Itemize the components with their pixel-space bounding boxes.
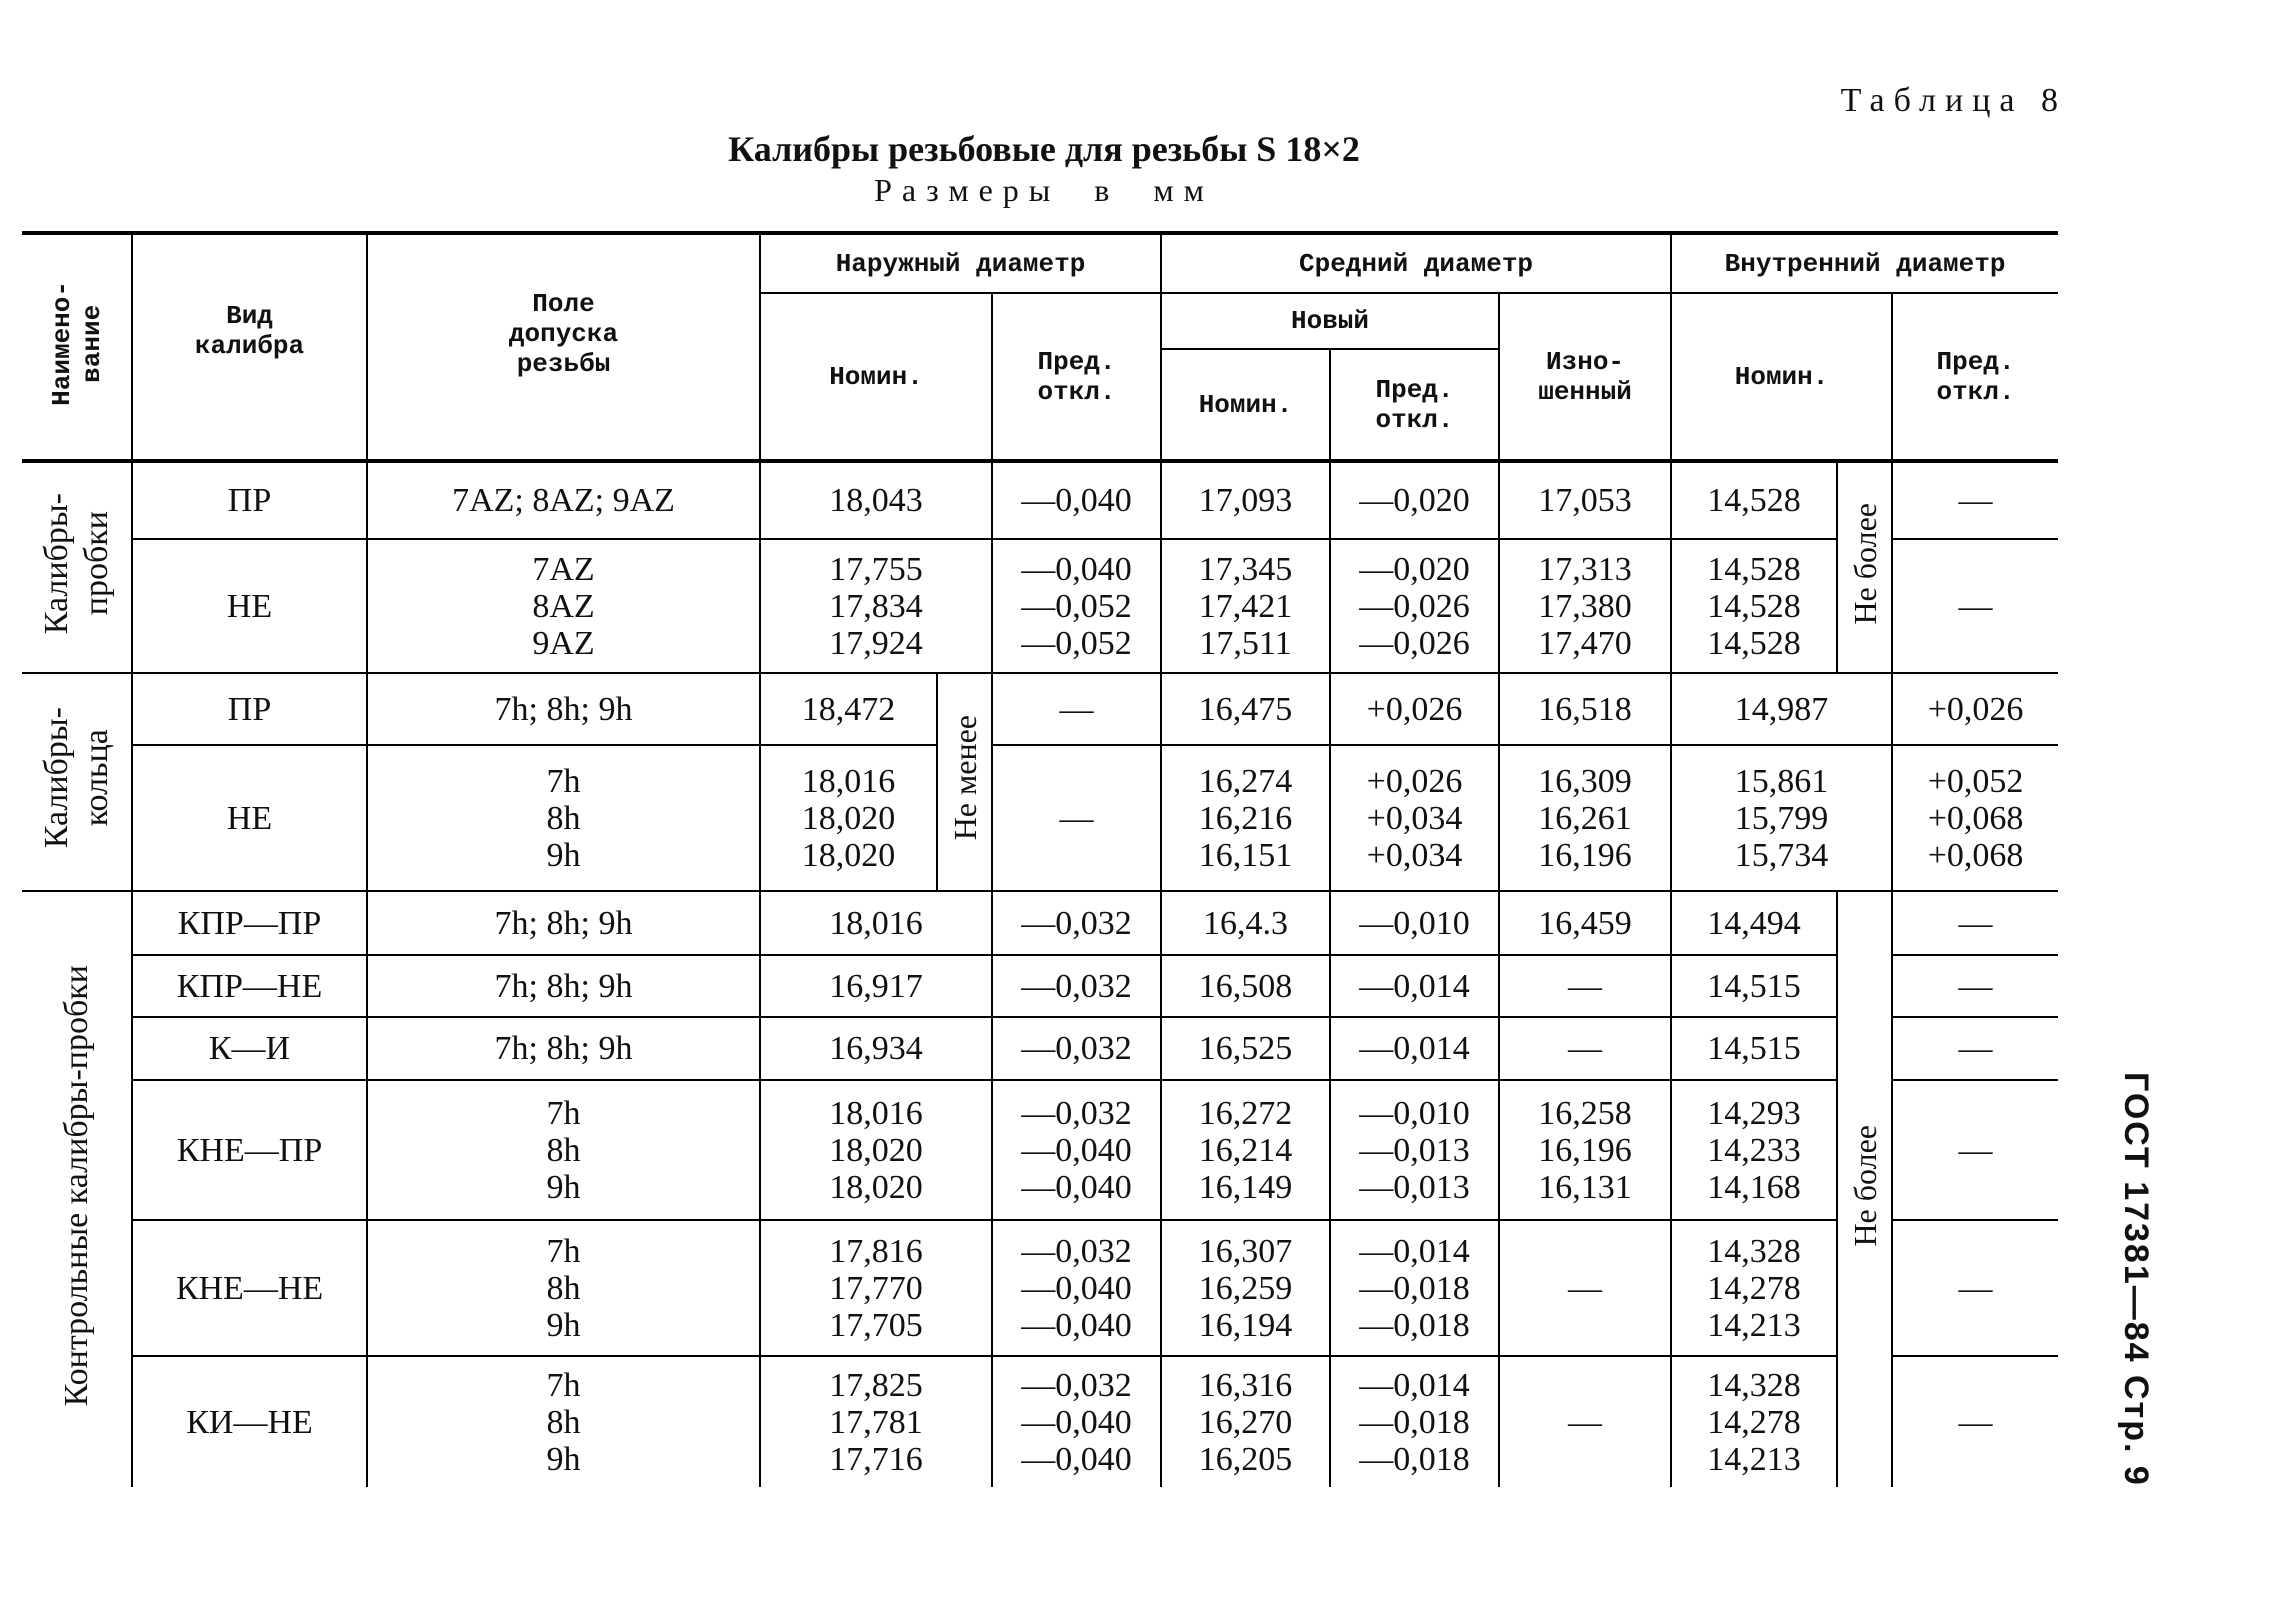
cell-middle-nominal: 16,508 [1161, 955, 1330, 1017]
header-outer-nominal: Номин. [760, 293, 992, 461]
limit-strip-cell [1837, 891, 1892, 1487]
table-row [22, 539, 2058, 673]
header-outer-diameter: Наружный диаметр [760, 233, 1161, 293]
cell-inner-nominal: 14,528 14,528 14,528 [1671, 539, 1837, 673]
standard-page-label: ГОСТ 17381—84 Стр. 9 [2117, 1072, 2155, 1487]
table-row [22, 1356, 2058, 1487]
cell-gauge-kind: НЕ [132, 745, 367, 891]
cell-middle-deviation: —0,014 [1330, 955, 1499, 1017]
cell-outer-deviation: —0,032 [992, 955, 1161, 1017]
group-cell [22, 891, 132, 1487]
cell-outer-deviation: —0,032 —0,040 —0,040 [992, 1356, 1161, 1487]
cell-outer-nominal: 18,016 [760, 891, 992, 955]
cell-outer-deviation: — [992, 673, 1161, 745]
cell-middle-deviation: —0,010 [1330, 891, 1499, 955]
cell-outer-deviation: — [992, 745, 1161, 891]
cell-outer-deviation: —0,032 —0,040 —0,040 [992, 1080, 1161, 1220]
limit-note: Не менее [946, 715, 983, 841]
cell-inner-deviation: — [1892, 539, 2058, 673]
cell-inner-deviation: — [1892, 1017, 2058, 1080]
header-tolerance-field: Поле допуска резьбы [367, 233, 760, 461]
limit-note: Не более [1846, 1124, 1883, 1247]
cell-middle-deviation: —0,020 [1330, 461, 1499, 539]
cell-middle-worn: 17,053 [1499, 461, 1671, 539]
cell-middle-worn: 16,258 16,196 16,131 [1499, 1080, 1671, 1220]
cell-inner-nominal: 14,528 [1671, 461, 1837, 539]
limit-strip-cell [937, 673, 992, 891]
cell-middle-nominal: 17,345 17,421 17,511 [1161, 539, 1330, 673]
cell-inner-deviation: — [1892, 1080, 2058, 1220]
cell-tolerance-field: 7h; 8h; 9h [367, 955, 760, 1017]
cell-tolerance-field: 7AZ; 8AZ; 9AZ [367, 461, 760, 539]
cell-inner-deviation: — [1892, 955, 2058, 1017]
cell-inner-deviation: +0,052 +0,068 +0,068 [1892, 745, 2058, 891]
cell-inner-deviation: — [1892, 891, 2058, 955]
cell-outer-deviation: —0,040 [992, 461, 1161, 539]
cell-middle-deviation: —0,010 —0,013 —0,013 [1330, 1080, 1499, 1220]
cell-inner-nominal: 14,515 [1671, 955, 1837, 1017]
cell-middle-deviation: +0,026 +0,034 +0,034 [1330, 745, 1499, 891]
cell-middle-deviation: —0,014 —0,018 —0,018 [1330, 1356, 1499, 1487]
cell-middle-nominal: 17,093 [1161, 461, 1330, 539]
header-middle-deviation: Пред. откл. [1330, 349, 1499, 461]
group-label: Контрольные калибры-пробки [57, 964, 95, 1407]
cell-inner-deviation: — [1958, 1403, 1993, 1441]
cell-gauge-kind: ПР [132, 461, 367, 539]
cell-outer-nominal: 18,472 [760, 673, 937, 745]
cell-gauge-kind: КНЕ—ПР [132, 1080, 367, 1220]
cell-inner-nominal: 14,328 14,278 14,213 [1671, 1220, 1837, 1356]
table-number: Таблица 8 [1840, 82, 2067, 119]
cell-outer-nominal: 16,917 [760, 955, 992, 1017]
cell-inner-nominal: 14,494 [1671, 891, 1837, 955]
cell-gauge-kind: К—И [132, 1017, 367, 1080]
cell-gauge-kind: КПР—НЕ [132, 955, 367, 1017]
header-middle-worn: Изно- шенный [1499, 293, 1671, 461]
cell-middle-nominal: 16,475 [1161, 673, 1330, 745]
cell-outer-nominal: 18,016 18,020 18,020 [760, 745, 937, 891]
table-title: Калибры резьбовые для резьбы S 18×2 [728, 129, 1360, 169]
table-row [22, 745, 2058, 891]
gauge-dimensions-table [22, 231, 2058, 1487]
cell-gauge-kind: КИ—НЕ [132, 1356, 367, 1487]
cell-outer-nominal: 17,825 17,781 17,716 [760, 1356, 992, 1487]
cell-tolerance-field: 7h 8h 9h [367, 1220, 760, 1356]
table-row [22, 1220, 2058, 1356]
cell-middle-worn: — [1499, 1220, 1671, 1356]
limit-strip-cell [1837, 461, 1892, 673]
cell-middle-deviation: —0,020 —0,026 —0,026 [1330, 539, 1499, 673]
cell-outer-nominal: 18,016 18,020 18,020 [760, 1080, 992, 1220]
table-row [22, 1080, 2058, 1220]
cell-outer-deviation: —0,040 —0,052 —0,052 [992, 539, 1161, 673]
cell-middle-worn: 17,313 17,380 17,470 [1499, 539, 1671, 673]
units-caption: Размеры в мм [874, 172, 1214, 208]
header-middle-new: Новый [1161, 293, 1499, 349]
table-row [22, 673, 2058, 745]
cell-gauge-kind: КПР—ПР [132, 891, 367, 955]
cell-middle-deviation: +0,026 [1330, 673, 1499, 745]
cell-inner-nominal: 14,987 [1671, 673, 1892, 745]
header-outer-deviation: Пред. откл. [992, 293, 1161, 461]
cell-inner-nominal: 14,515 [1671, 1017, 1837, 1080]
cell-tolerance-field: 7h 8h 9h [367, 745, 760, 891]
cell-tolerance-field: 7AZ 8AZ 9AZ [367, 539, 760, 673]
cell-tolerance-field: 7h; 8h; 9h [367, 673, 760, 745]
header-inner-deviation: Пред. откл. [1892, 293, 2058, 461]
cell-outer-deviation: —0,032 [992, 891, 1161, 955]
cell-outer-nominal: 17,755 17,834 17,924 [760, 539, 992, 673]
cell-middle-deviation: —0,014 [1330, 1017, 1499, 1080]
limit-note: Не более [1846, 502, 1883, 625]
cell-middle-deviation: —0,014 —0,018 —0,018 [1330, 1220, 1499, 1356]
cell-gauge-kind: КНЕ—НЕ [132, 1220, 367, 1356]
cell-middle-nominal: 16,272 16,214 16,149 [1161, 1080, 1330, 1220]
cell-gauge-kind: ПР [132, 673, 367, 745]
cell-middle-nominal: 16,274 16,216 16,151 [1161, 745, 1330, 891]
table-row [22, 1017, 2058, 1080]
cell-tolerance-field: 7h; 8h; 9h [367, 1017, 760, 1080]
group-cell [22, 673, 132, 891]
header-middle-nominal: Номин. [1161, 349, 1330, 461]
cell-middle-nominal: 16,307 16,259 16,194 [1161, 1220, 1330, 1356]
header-inner-diameter: Внутренний диаметр [1671, 233, 2058, 293]
table-row [22, 955, 2058, 1017]
cell-inner-deviation: — [1892, 461, 2058, 539]
cell-outer-nominal: 18,043 [760, 461, 992, 539]
cell-inner-nominal: 14,328 14,278 14,213 [1671, 1356, 1837, 1487]
cell-middle-nominal: 16,525 [1161, 1017, 1330, 1080]
cell-inner-deviation: — [1892, 1220, 2058, 1356]
cell-middle-worn: — [1499, 1017, 1671, 1080]
cell-tolerance-field: 7h 8h 9h [367, 1356, 760, 1487]
cell-middle-worn: — [1499, 1356, 1671, 1487]
cell-middle-nominal: 16,4.3 [1161, 891, 1330, 955]
header-gauge-kind: Вид калибра [132, 233, 367, 461]
cell-middle-worn: — [1499, 955, 1671, 1017]
cell-outer-nominal: 16,934 [760, 1017, 992, 1080]
cell-outer-deviation: —0,032 [992, 1017, 1161, 1080]
cell-middle-nominal: 16,316 16,270 16,205 [1161, 1356, 1330, 1487]
header-middle-diameter: Средний диаметр [1161, 233, 1671, 293]
cell-gauge-kind: НЕ [132, 539, 367, 673]
group-label: Калибры- кольца [37, 707, 115, 849]
cell-outer-deviation: —0,032 —0,040 —0,040 [992, 1220, 1161, 1356]
group-label: Калибры- пробки [37, 492, 115, 635]
group-cell [22, 461, 132, 673]
cell-inner-deviation: +0,026 [1892, 673, 2058, 745]
cell-tolerance-field: 7h 8h 9h [367, 1080, 760, 1220]
header-inner-nominal: Номин. [1671, 293, 1892, 461]
cell-inner-nominal: 15,861 15,799 15,734 [1671, 745, 1892, 891]
header-row [22, 233, 2058, 293]
header-name: Наимено- вание [46, 280, 107, 406]
cell-outer-nominal: 17,816 17,770 17,705 [760, 1220, 992, 1356]
cell-middle-worn: 16,309 16,261 16,196 [1499, 745, 1671, 891]
table-row [22, 461, 2058, 539]
cell-tolerance-field: 7h; 8h; 9h [367, 891, 760, 955]
cell-inner-nominal: 14,293 14,233 14,168 [1671, 1080, 1837, 1220]
cell-middle-worn: 16,459 [1499, 891, 1671, 955]
header-name-cell [22, 233, 132, 461]
cell-middle-worn: 16,518 [1499, 673, 1671, 745]
table-row [22, 891, 2058, 955]
